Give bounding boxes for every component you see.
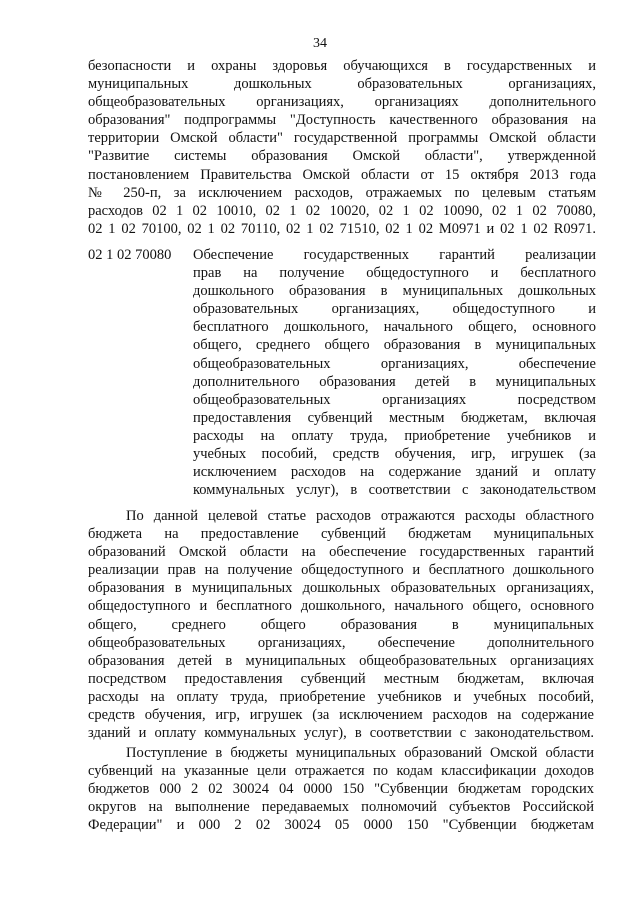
expenditure-paragraph (88, 507, 594, 742)
text-line: По данной целевой статье расходов отражаются расходы областного (126, 508, 594, 524)
text-line: исключением расходов на содержание зданий и оплату (193, 464, 596, 481)
text-line: общедоступного и бесплатного дошкольного, начального общего, основного (88, 598, 594, 615)
text-line: округов на выполнение передаваемых полномочий субъектов Российской (88, 799, 594, 816)
text-line: общеобразовательных организациях, организациях дополнительного (88, 94, 596, 111)
text-line: общеобразовательных организациях, обеспечение (193, 355, 596, 372)
text-line: образовательных организациях, общедоступного и (193, 301, 596, 318)
text-line: расходов 02 1 02 10010, 02 1 02 10020, 02 1 02 10090, 02 1 02 70080, (88, 202, 596, 219)
text-line: реализации прав на получение общедоступного и бесплатного дошкольного (88, 562, 594, 579)
text-line: территории Омской области" государственной программы Омской области (88, 130, 596, 147)
text-line: бюджета на предоставление субвенций бюджетам муниципальных (88, 526, 594, 543)
text-line: коммунальных услуг), в соответствии с законодательством (193, 482, 596, 499)
classification-code: 02 1 02 70080 (88, 247, 172, 263)
text-line: бесплатного дошкольного, начального общего, основного (193, 319, 596, 336)
text-line: учебных пособий, средств обучения, игр, игрушек (за (193, 446, 596, 463)
text-line: безопасности и охраны здоровья обучающихся в государственных и (88, 58, 596, 74)
text-line: образования в муниципальных дошкольных образовательных организациях, (88, 580, 594, 597)
text-line: субвенций на указанные цели отражается по кодам классификации доходов (88, 763, 594, 780)
text-line: Федерации" и 000 2 02 30024 05 0000 150 "Субвенции бюджетам (88, 817, 594, 834)
text-line: муниципальных дошкольных образовательных организациях, (88, 76, 596, 93)
text-line: предоставления субвенций местным бюджетам, включая (193, 409, 596, 426)
text-line: посредством предоставления субвенций местным бюджетам, включая (88, 670, 594, 687)
text-line: постановлением Правительства Омской области от 15 октября 2013 года (88, 166, 596, 183)
text-line: Поступление в бюджеты муниципальных образований Омской области (126, 745, 594, 761)
text-line: средств обучения, игр, игрушек (за исключением расходов на содержание (88, 707, 594, 724)
text-line: общего, среднего общего образования в муниципальных (193, 337, 596, 354)
text-line: расходы на оплату труда, приобретение учебников и (193, 427, 596, 444)
classification-description (193, 246, 596, 499)
intro-paragraph (88, 57, 596, 238)
text-line: 02 1 02 70100, 02 1 02 70110, 02 1 02 71510, 02 1 02 M0971 и 02 1 02 R0971. (88, 220, 596, 237)
income-paragraph (88, 744, 594, 834)
text-line: зданий и оплату коммунальных услуг), в соответствии с законодательством. (88, 725, 594, 742)
text-line: общего, среднего общего образования в муниципальных (88, 616, 594, 633)
text-line: дошкольного образования в муниципальных дошкольных (193, 283, 596, 300)
text-line: дополнительного образования детей в муниципальных (193, 373, 596, 390)
text-line: образования детей в муниципальных общеобразовательных организациях (88, 652, 594, 669)
text-line: общеобразовательных организациях, обеспечение дополнительного (88, 634, 594, 651)
text-line: образований Омской области на обеспечение государственных гарантий (88, 544, 594, 561)
text-line: "Развитие системы образования Омской области", утвержденной (88, 148, 596, 165)
text-line: расходы на оплату труда, приобретение учебников и учебных пособий, (88, 688, 594, 705)
text-line: общеобразовательных организациях посредством (193, 391, 596, 408)
text-line: прав на получение общедоступного и бесплатного (193, 265, 596, 282)
text-line: Обеспечение государственных гарантий реализации (193, 247, 596, 263)
page-number: 34 (313, 36, 327, 51)
text-line: образования" подпрограммы "Доступность качественного образования на (88, 112, 596, 129)
text-line: бюджетов 000 2 02 30024 04 0000 150 "Субвенции бюджетам городских (88, 781, 594, 798)
text-line: № 250-п, за исключением расходов, отражаемых по целевым статьям (88, 184, 596, 201)
